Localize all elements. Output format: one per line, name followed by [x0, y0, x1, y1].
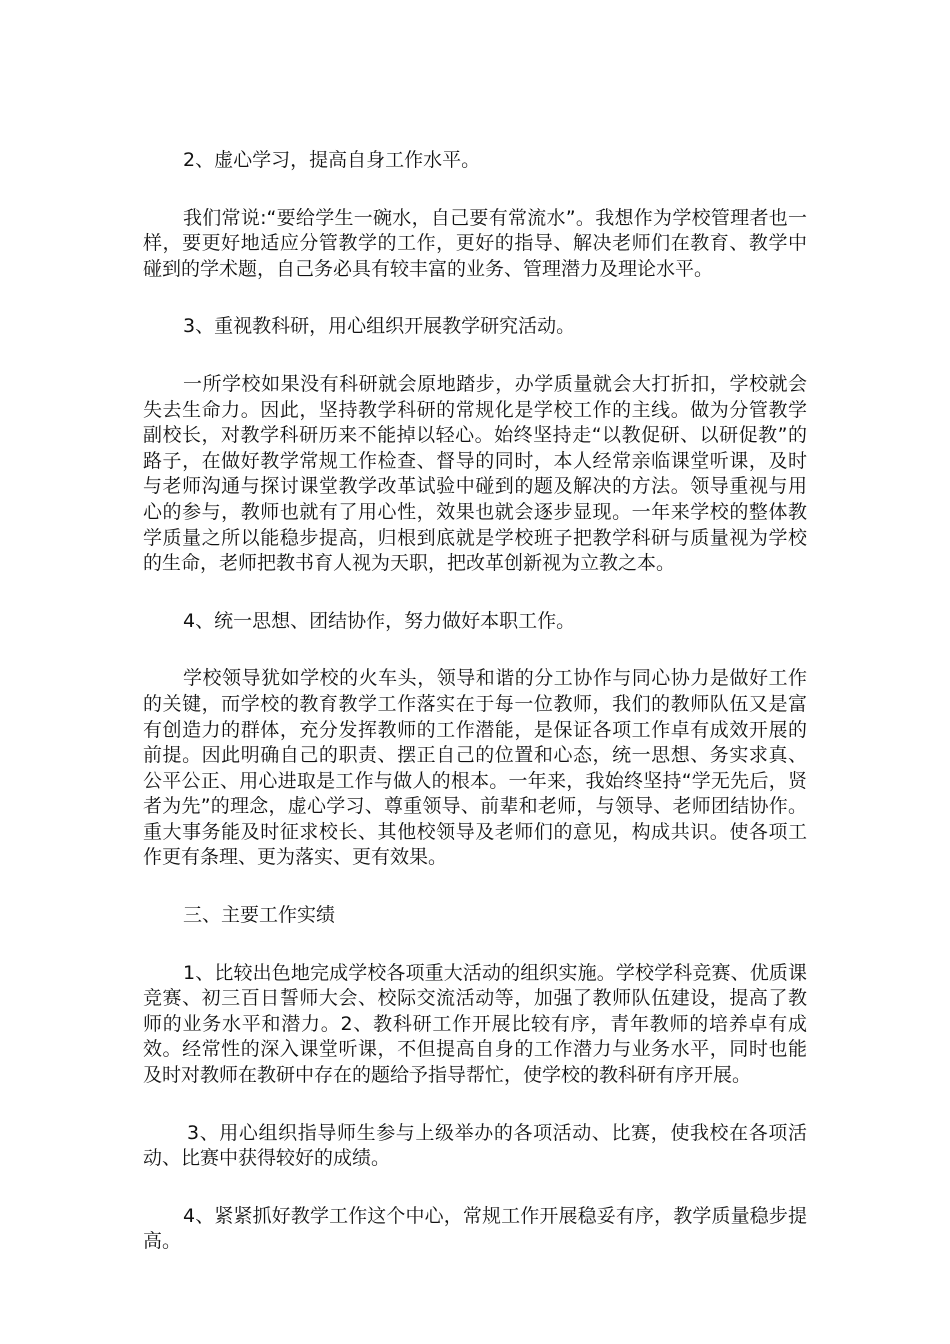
body-paragraph: 4、紧紧抓好教学工作这个中心，常规工作开展稳妥有序，教学质量稳步提高。: [143, 1204, 807, 1253]
body-paragraph: 1、比较出色地完成学校各项重大活动的组织实施。学校学科竞赛、优质课竞赛、初三百日誓师大会、校际交流活动等，加强了教师队伍建设，提高了教师的业务水平和潜力。2、教科研工作开展比较有序，青年教师的培养卓有成效。经常性的深入课堂听课，不但提高自身的工作潜力与业务水平，同时也能及时对教师在教研中存在的题给予指导帮忙，使学校的教科研有序开展。: [143, 961, 807, 1087]
section-heading-study: 2、虚心学习，提高自身工作水平。: [183, 149, 481, 171]
body-paragraph: 一所学校如果没有科研就会原地踏步，办学质量就会大打折扣，学校就会失去生命力。因此，坚持教学科研的常规化是学校工作的主线。做为分管教学副校长，对教学科研历来不能掉以轻心。始终坚持走“以教促研、以研促教”的路子，在做好教学常规工作检查、督导的同时，本人经常亲临课堂听课，及时与老师沟通与探讨课堂教学改革试验中碰到的题及解决的方法。领导重视与用心的参与，教师也就有了用心性，效果也就会逐步显现。一年来学校的整体教学质量之所以能稳步提高，归根到底就是学校班子把教学科研与质量视为学校的生命，老师把教书育人视为天职，把改革创新视为立教之本。: [143, 372, 807, 575]
document-page: [143, 148, 807, 1287]
section-heading-research: 3、重视教科研，用心组织开展教学研究活动。: [183, 315, 576, 338]
section-heading-achievements: 三、主要工作实绩: [183, 904, 336, 927]
body-paragraph: 我们常说:“要给学生一碗水，自己要有常流水”。我想作为学校管理者也一样，要更好地适应分管教学的工作，更好的指导、解决老师们在教育、教学中碰到的学术题，自己务必具有较丰富的业务、管理潜力及理论水平。: [143, 206, 807, 280]
body-paragraph: 3、用心组织指导师生参与上级举办的各项活动、比赛，使我校在各项活动、比赛中获得较好的成绩。: [143, 1121, 807, 1170]
body-paragraph: 学校领导犹如学校的火车头，领导和谐的分工协作与同心协力是做好工作的关键，而学校的教育教学工作落实在于每一位教师，我们的教师队伍又是富有创造力的群体，充分发挥教师的工作潜能，是保证各项工作卓有成效开展的前提。因此明确自己的职责、摆正自己的位置和心态，统一思想、务实求真、公平公正、用心进取是工作与做人的根本。一年来，我始终坚持“学无先后，贤者为先”的理念，虚心学习、尊重领导、前辈和老师，与领导、老师团结协作。重大事务能及时征求校长、其他校领导及老师们的意见，构成共识。使各项工作更有条理、更为落实、更有效果。: [143, 667, 807, 869]
section-heading-cooperation: 4、统一思想、团结协作，努力做好本职工作。: [183, 609, 576, 632]
